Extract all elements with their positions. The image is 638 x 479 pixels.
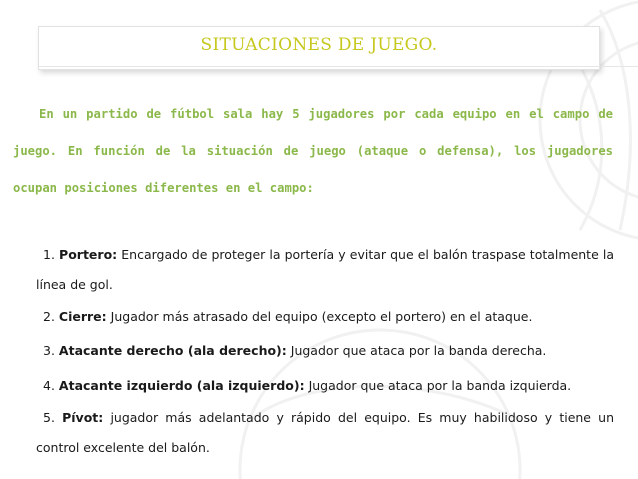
item-number: 4.	[43, 378, 55, 393]
item-desc: Jugador que ataca por la banda izquierda.	[308, 378, 572, 393]
item-term: Portero:	[59, 247, 118, 262]
list-item-ala-derecho	[36, 336, 614, 366]
title-box	[38, 26, 600, 70]
item-desc: Encargado de proteger la portería y evitar que el balón traspase totalmente la línea de gol.	[36, 247, 614, 292]
list-item-pivot	[36, 403, 614, 463]
item-number: 2.	[43, 309, 55, 324]
item-number: 1.	[43, 247, 55, 262]
list-item-cierre	[36, 302, 614, 332]
page-title: SITUACIONES DE JUEGO.	[200, 35, 438, 55]
item-number: 3.	[43, 343, 55, 358]
list-item-ala-izquierdo	[36, 371, 614, 401]
title-underline	[38, 66, 638, 67]
item-term: Atacante izquierdo (ala izquierdo):	[58, 378, 305, 393]
item-term: Cierre:	[58, 309, 107, 324]
item-term: Atacante derecho (ala derecho):	[58, 343, 287, 358]
item-number: 5.	[43, 410, 55, 425]
item-desc: Jugador más atrasado del equipo (excepto el portero) en el ataque.	[110, 309, 533, 324]
list-item-portero	[36, 240, 614, 300]
item-term: Pívot:	[62, 410, 104, 425]
intro-paragraph: En un partido de fútbol sala hay 5 jugadores por cada equipo en el campo de juego. En función de la situación de juego (ataque o defensa), los jugadores ocupan posiciones diferentes en el campo:	[13, 107, 613, 195]
item-desc: Jugador que ataca por la banda derecha.	[290, 343, 547, 358]
item-desc: jugador más adelantado y rápido del equipo. Es muy habilidoso y tiene un control excelente del balón.	[36, 410, 615, 455]
